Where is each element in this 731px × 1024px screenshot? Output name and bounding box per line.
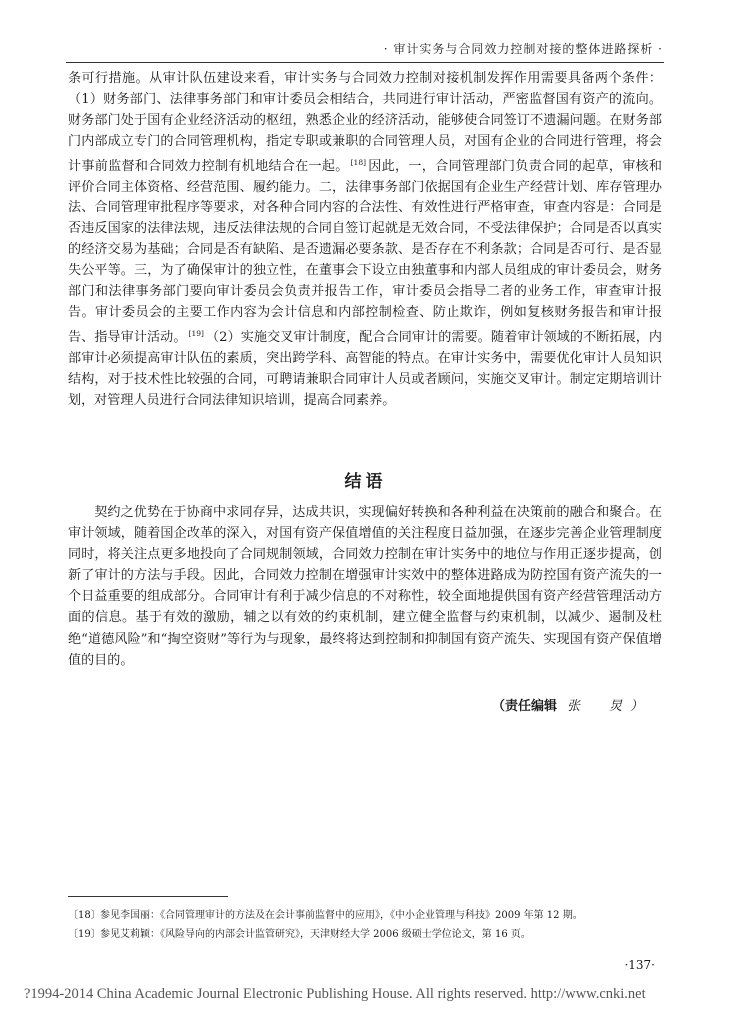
footnote-item: [68, 906, 662, 925]
footnote-number: 〔19〕: [68, 929, 101, 940]
editor-name: 张 炅）: [566, 699, 651, 714]
footnote-rule: [68, 896, 228, 897]
footnote-item: [68, 925, 662, 944]
page-number: ·137·: [624, 958, 655, 972]
footnote-ref-19[interactable]: [19]: [188, 328, 204, 338]
body-paragraph: [68, 69, 662, 412]
conclusion-paragraph: 契约之优势在于协商中求同存异，达成共识，实现偏好转换和各种利益在决策前的融合和聚合。在审计领域，随着国企改革的深入，对国有资产保值增值的关注程度日益加强，在逐步完善企业管理制度同时，将关注点更多地投向了合同规制领域，合同效力控制在审计实务中的地位与作用正逐步提高，创新了审计的方法与手段。因此，合同效力控制在增强审计实效中的整体进路成为防控国有资产流失的一个日益重要的组成部分。合同审计有利于减少信息的不对称性，较全面地提供国有资产经营管理活动方面的信息。基于有效的激励，辅之以有效的约束机制，建立健全监督与约束机制，以减少、遏制及杜绝“道德风险”和“掏空资财”等行为与现象，最终将达到控制和抑制国有资产流失、实现国有资产保值增值的目的。: [68, 505, 662, 668]
body-text-part-1: 条可行措施。从审计队伍建设来看，审计实务与合同效力控制对接机制发挥作用需要具备两个条件：（1）财务部门、法律事务部门和审计委员会相结合，共同进行审计活动，严密监督国有资产的流向。财务部门处于国有企业经济活动的枢纽，熟悉企业的经济活动，能够使合同签订不遗漏问题。在财务部门内部成立专门的合同管理机构，指定专职或兼职的合同管理人员，对国有企业的合同进行管理，将会计事前监督和合同效力控制有机地结合在一起。: [68, 71, 662, 174]
running-head: · 审计实务与合同效力控制对接的整体进路探析 ·: [383, 42, 663, 56]
footnote-text: 参见艾莉颖：《风险导向的内部会计监管研究》，天津财经大学 2006 级硕士学位论文，第 16 页。: [100, 929, 531, 940]
footnote-ref-18[interactable]: [18]: [350, 157, 367, 167]
editor-label: （责任编辑: [491, 699, 557, 714]
body-text-part-2: 因此，一，合同管理部门负责合同的起草，审核和评价合同主体资格、经营范围、履约能力。二，法律事务部门依据国有企业生产经营计划、库存管理办法、合同管理审批程序等要求，对各种合同内容的合法性、有效性进行严格审查，审查内容是：合同是否违反国家的法律法规，违反法律法规的合同自签订起就是无效合同，不受法律保护；合同是否以真实的经济交易为基础；合同是否有缺陷、是否遗漏必要条款、是否存在不利条款；合同是否可行、是否显失公平等。三，为了确保审计的独立性，在董事会下设立由独董事和内部人员组成的审计委员会，财务部门和法律事务部门要向审计委员会负责并报告工作，审计委员会指导二者的业务工作，审查审计报告。审计委员会的主要工作内容为会计信息和内部控制检查、防止欺诈，例如复核财务报告和审计报告、指导审计活动。: [68, 158, 663, 345]
footnotes: [68, 906, 662, 944]
copyright-notice: ?1994-2014 China Academic Journal Electronic Publishing House. All rights reserved. http://www.cnki.net: [24, 986, 646, 1002]
responsible-editor: [492, 695, 651, 714]
body-text-part-3: （2）实施交叉审计制度，配合合同审计的需要。随着审计领域的不断拓展，内部审计必须提高审计队伍的素质，突出跨学科、高智能的特点。在审计实务中，需要优化审计人员知识结构，对于技术性比较强的合同，可聘请兼职合同审计人员或者顾问，实施交叉审计。制定定期培训计划，对管理人员进行合同法律知识培训，提高合同素养。: [68, 329, 662, 408]
footnote-text: 参见李国丽：《合同管理审计的方法及在会计事前监督中的应用》，《中小企业管理与科技》2009 年第 12 期。: [100, 910, 583, 921]
header-rule: [66, 62, 664, 63]
section-title-conclusion: 结语: [344, 472, 387, 492]
footnote-number: 〔18〕: [68, 910, 101, 921]
